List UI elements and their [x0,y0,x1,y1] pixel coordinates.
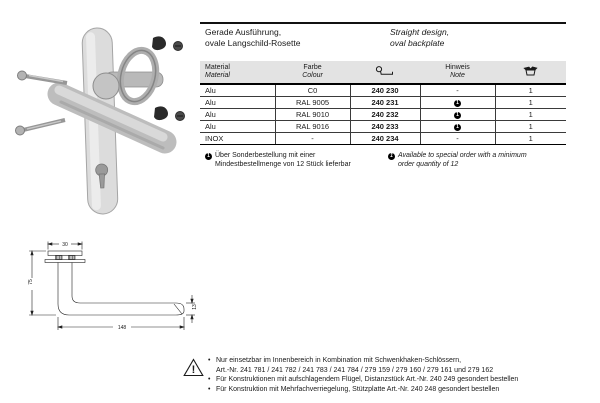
col-material-de: Material [205,64,230,71]
cell-article-number: 240 231 [350,96,420,108]
footnote-en-line2: order quantity of 12 [398,160,459,168]
warning-2-line1: • Für Konstruktionen mit aufschlagendem Flügel, Distanzstück Art.-Nr. 240 249 gesondert bestellen [216,376,519,383]
footnote-english [388,152,527,169]
cell-packing-qty: 1 [495,108,566,120]
warning-block [183,356,595,394]
warning-icon [183,358,204,377]
cell-colour: C0 [275,84,350,96]
table-row [200,132,566,144]
cell-note [420,108,495,120]
technical-drawing [25,230,205,340]
col-material [200,61,275,84]
key-icon [375,66,395,76]
warning-item [207,375,518,385]
cell-packing-qty: 1 [495,84,566,96]
dim-height-label: 75 [28,279,34,285]
cell-article-number: 240 234 [350,132,420,144]
cell-colour: RAL 9010 [275,108,350,120]
top-rule [200,22,566,24]
warning-item [207,356,518,375]
article-table [200,61,566,145]
footnote-en-line1: Available to special order with a minimum [398,152,527,159]
warning-1-line2: Art.-Nr. 241 781 / 241 782 / 241 783 / 241 784 / 279 159 / 279 160 / 279 161 und 279 162 [216,366,494,374]
heading-english [390,27,449,48]
cell-material: INOX [200,132,275,144]
heading-de-line1: Gerade Ausführung, [205,27,282,37]
dim-length-label: 148 [117,325,127,331]
cell-article-number: 240 230 [350,84,420,96]
warning-list [207,356,518,394]
note-marker: 1 [454,100,461,107]
footnote-marker: 1 [388,153,395,160]
table-row [200,120,566,132]
mounting-screw [18,71,68,83]
cell-material: Alu [200,120,275,132]
cell-note [420,120,495,132]
fixing-screw [174,42,185,121]
heading-de-line2: ovale Langschild-Rosette [205,37,301,48]
table-row [200,108,566,120]
footnote-de-line2: Mindestbestellmenge von 12 Stück lieferbar [215,160,351,168]
col-note [420,61,495,84]
footnote-german [205,152,388,169]
warning-item [207,385,518,395]
cell-note: - [420,132,495,144]
col-article-number [350,61,420,84]
col-colour [275,61,350,84]
cell-material: Alu [200,96,275,108]
footnote-de-line1: Über Sonderbestellung mit einer [215,152,316,159]
cell-article-number: 240 232 [350,108,420,120]
package-icon [523,66,538,76]
cell-colour: RAL 9016 [275,120,350,132]
product-photo [5,12,195,217]
cell-packing-qty: 1 [495,132,566,144]
cell-packing-qty: 1 [495,96,566,108]
cell-colour: - [275,132,350,144]
heading-german [205,27,390,48]
cell-colour: RAL 9005 [275,96,350,108]
mounting-screw [16,120,66,135]
col-colour-de: Farbe [303,64,322,71]
note-marker: 1 [454,124,461,131]
cell-article-number: 240 233 [350,120,420,132]
dim-thickness-label: 13 [192,304,198,310]
cell-note [420,96,495,108]
heading-en-line2: oval backplate [390,37,445,48]
footnote-marker: 1 [205,153,212,160]
col-note-de: Hinweis [445,64,470,71]
cell-note: - [420,84,495,96]
table-header-row [200,61,566,84]
handle-hub [93,73,119,99]
warning-1-line1: • Nur einsetzbar im Innenbereich in Kombination mit Schwenkhaken-Schlössern, [216,357,462,364]
col-packing-unit [495,61,566,84]
footnotes [205,152,575,169]
note-marker: 1 [454,112,461,119]
col-colour-en: Colour [302,72,323,79]
cell-packing-qty: 1 [495,120,566,132]
cell-material: Alu [200,84,275,96]
svg-text:!: ! [191,364,196,376]
col-material-en: Material [205,72,230,79]
heading-en-line1: Straight design, [390,27,450,37]
table-row [200,96,566,108]
table-row [200,84,566,96]
cell-material: Alu [200,108,275,120]
dim-width-label: 30 [62,242,68,248]
warning-3-line1: • Für Konstruktion mit Mehrfachverriegelung, Stützplatte Art.-Nr. 240 248 gesondert bestellen [216,385,500,393]
col-note-en: Note [450,72,465,79]
section-heading [205,27,565,48]
